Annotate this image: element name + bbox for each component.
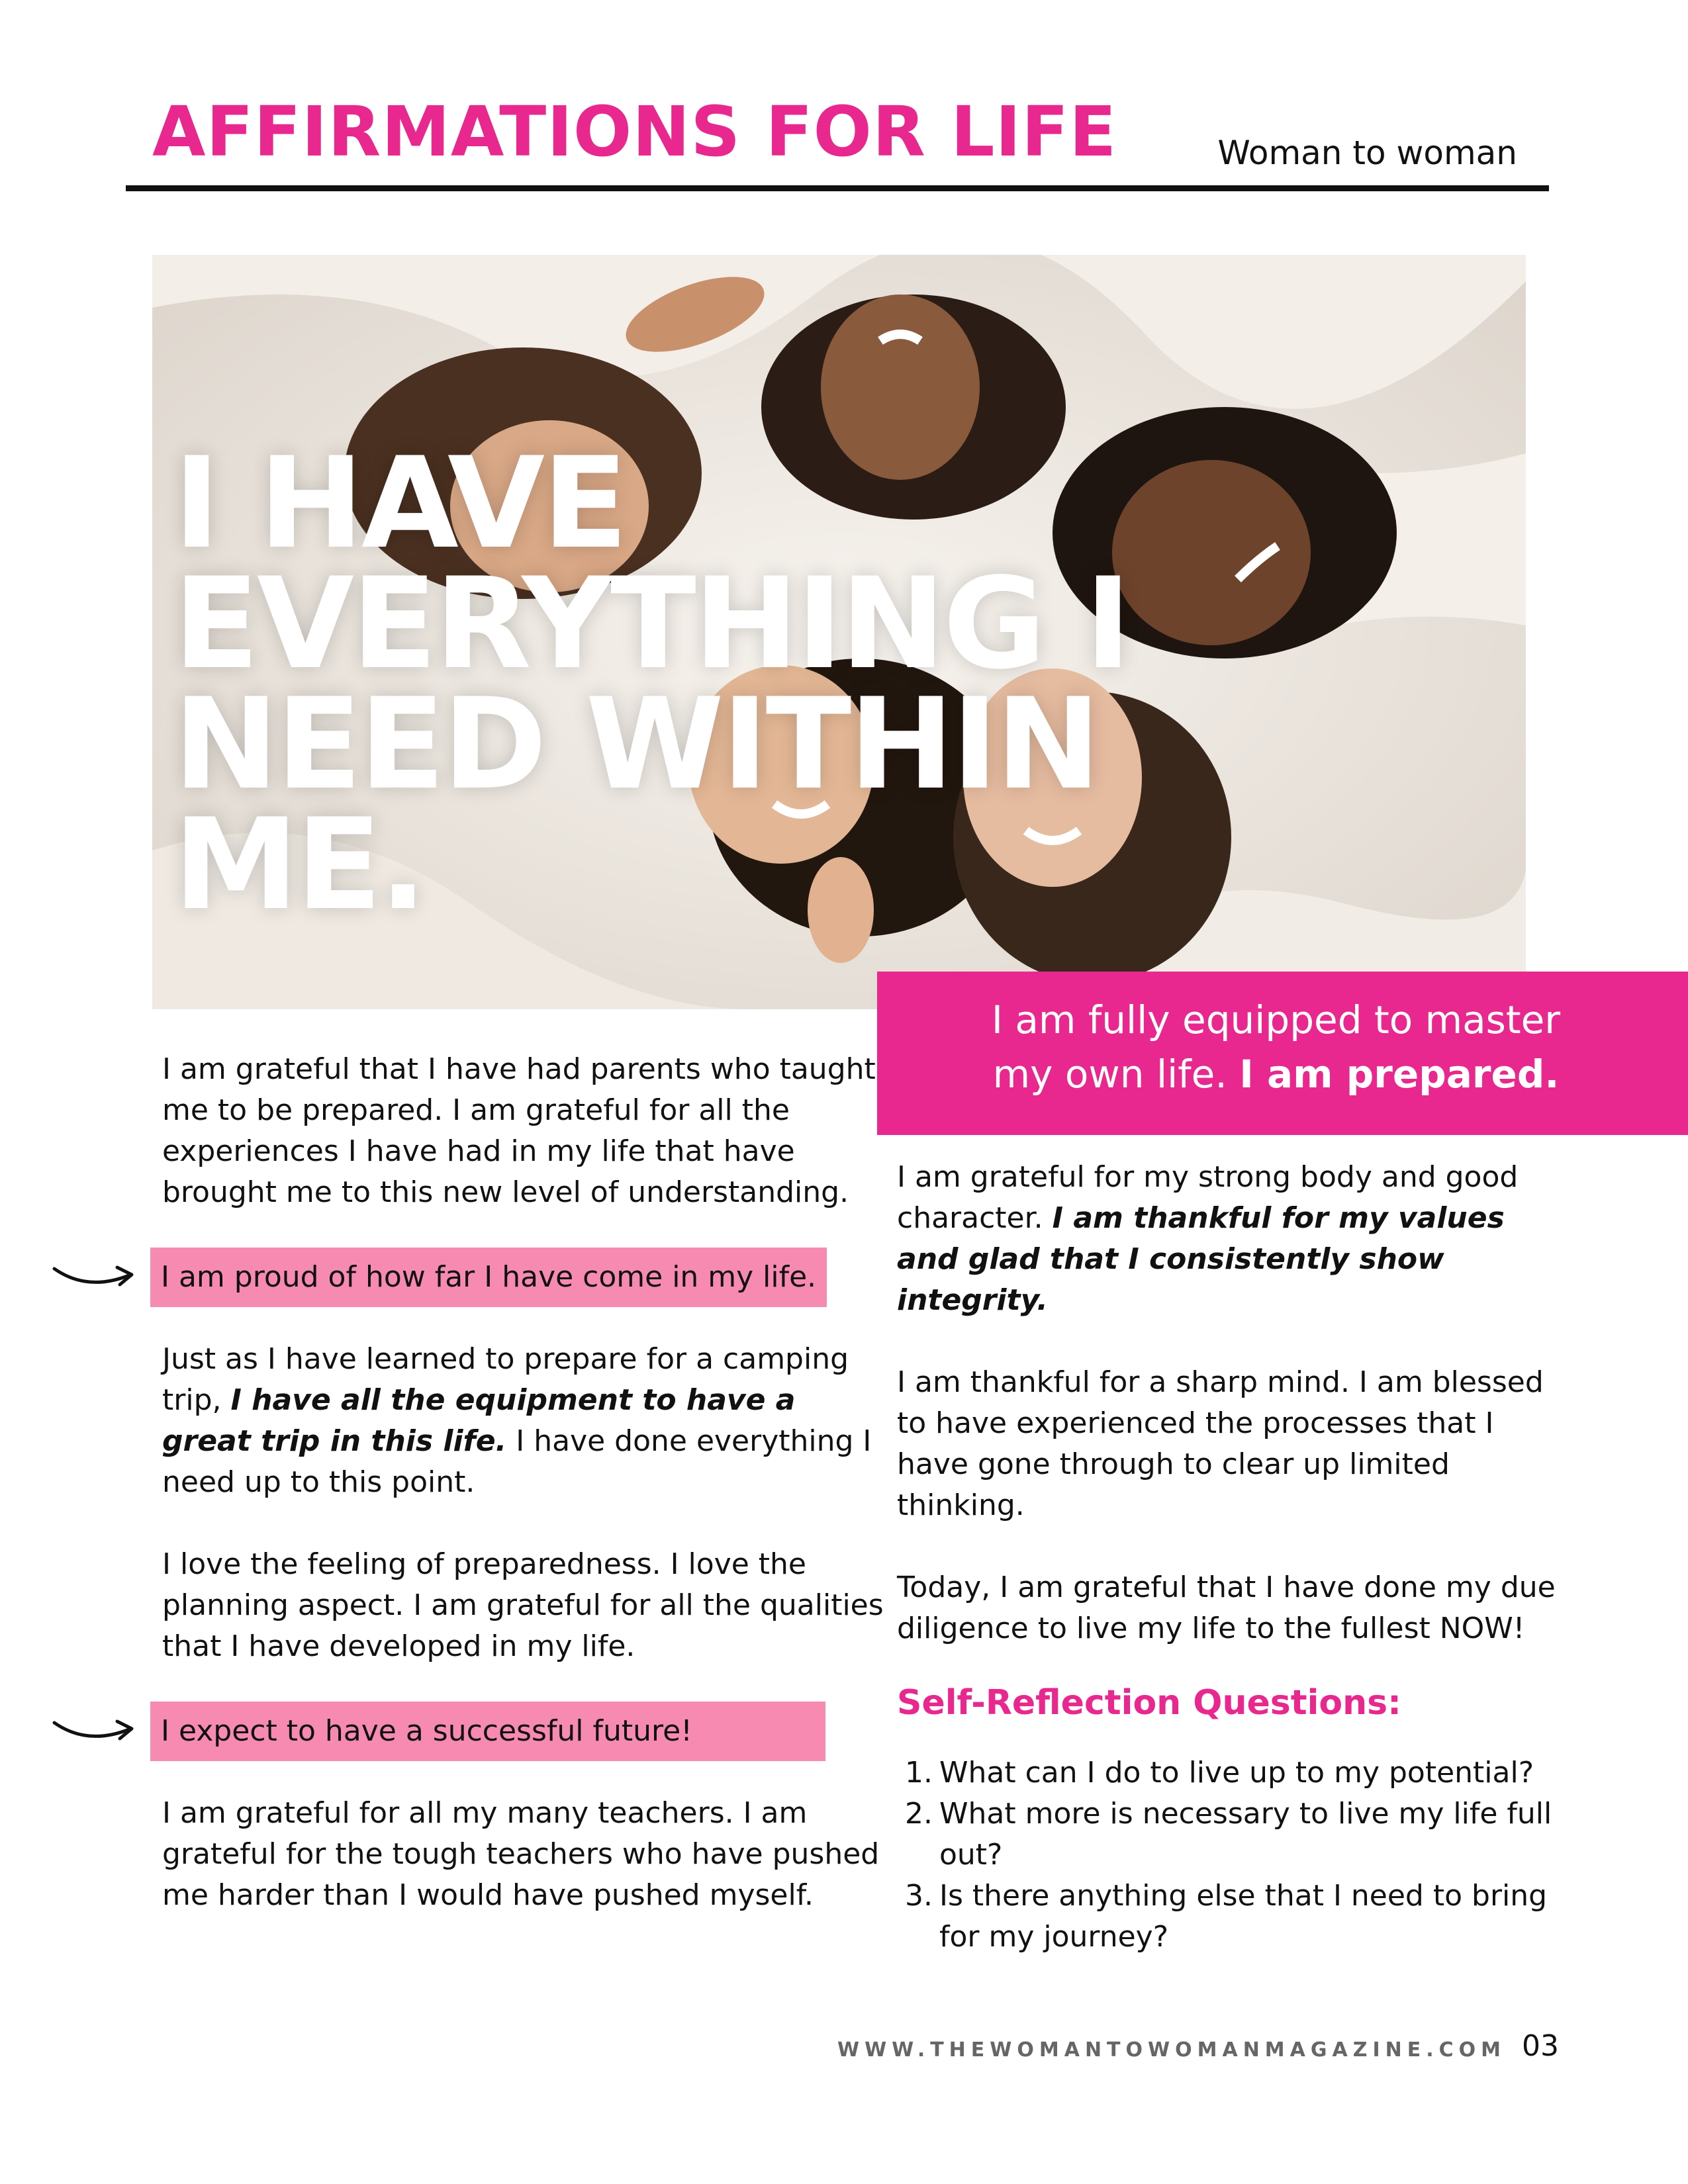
right-paragraph-3: Today, I am grateful that I have done my due diligence to live my life to the fullest NOW! <box>897 1570 1556 1645</box>
page-title: AFFIRMATIONS FOR LIFE <box>152 91 1117 172</box>
left-paragraph-2-end: I have done everything I need up to this point. <box>162 1424 872 1499</box>
question-text: Is there anything else that I need to bring for my journey? <box>939 1879 1548 1954</box>
right-paragraph-1 <box>897 1157 1572 1321</box>
curved-arrow-icon <box>51 1709 137 1749</box>
left-column <box>162 1049 884 1916</box>
left-paragraph-2 <box>162 1339 884 1503</box>
pull-quote-banner <box>877 972 1688 1135</box>
right-paragraph-2: I am thankful for a sharp mind. I am blessed to have experienced the processes that I have gone through to clear up limited thinking. <box>897 1365 1544 1522</box>
left-paragraph-1: I am grateful that I have had parents who taught me to be prepared. I am grateful for all the experiences I have had in my life that have brought me to this new level of understanding. <box>162 1052 876 1209</box>
right-column <box>897 1157 1572 1958</box>
reflection-heading: Self-Reflection Questions: <box>897 1683 1401 1723</box>
section-subtitle: Woman to woman <box>1217 134 1517 172</box>
reflection-question <box>905 1752 1572 1794</box>
question-number: 1. <box>905 1756 933 1790</box>
pull-quote-line-2-text: my own life. <box>992 1052 1227 1097</box>
pull-quote-line-1: I am fully equipped to master <box>991 997 1561 1042</box>
left-paragraph-4: I am grateful for all my many teachers. I am grateful for the tough teachers who have pushed me harder than I would have pushed myself. <box>162 1796 880 1912</box>
reflection-question <box>905 1876 1572 1958</box>
header-divider <box>126 185 1549 191</box>
question-text: What can I do to live up to my potential? <box>939 1756 1534 1790</box>
reflection-question <box>905 1794 1572 1876</box>
footer-website-url: WWW.THEWOMANTOWOMANMAGAZINE.COM <box>837 2038 1506 2062</box>
right-paragraph-1-emphasis: I am thankful for my values and glad that I consistently show integrity. <box>897 1201 1505 1317</box>
page-number: 03 <box>1522 2029 1559 2063</box>
pull-quote-line-2 <box>904 1047 1648 1101</box>
question-number: 2. <box>905 1797 933 1831</box>
highlight-proud: I am proud of how far I have come in my life. <box>150 1248 827 1307</box>
right-paragraph-1-start: I am grateful for my strong body and good character. <box>897 1160 1519 1235</box>
highlight-row-1 <box>150 1248 884 1307</box>
question-number: 3. <box>905 1879 933 1913</box>
reflection-questions-list <box>905 1752 1572 1958</box>
highlight-future: I expect to have a successful future! <box>150 1702 825 1761</box>
curved-arrow-icon <box>51 1255 137 1295</box>
left-paragraph-2-start: Just as I have learned to prepare for a camping trip, <box>162 1342 849 1417</box>
left-paragraph-3: I love the feeling of preparedness. I love the planning aspect. I am grateful for all the qualities that I have developed in my life. <box>162 1547 884 1663</box>
pull-quote-strong: I am prepared. <box>1239 1052 1560 1097</box>
left-paragraph-2-emphasis: I have all the equipment to have a great trip in this life. <box>162 1383 796 1458</box>
hero-headline: I HAVE EVERYTHING I NEED WITHIN ME. <box>173 430 1129 938</box>
highlight-row-2 <box>150 1702 884 1761</box>
question-text: What more is necessary to live my life full out? <box>939 1797 1552 1872</box>
